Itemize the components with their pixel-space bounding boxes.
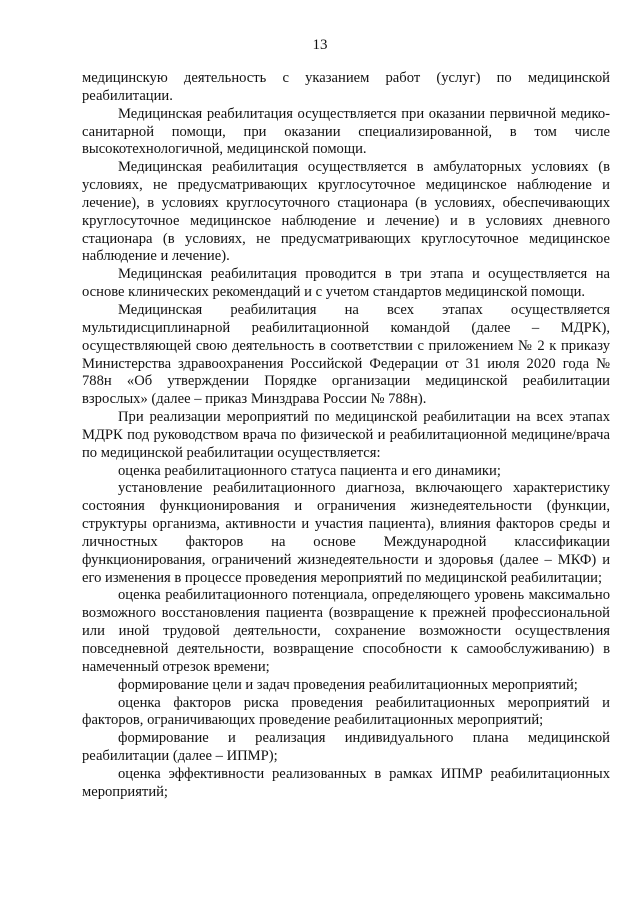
paragraph: Медицинская реабилитация на всех этапах осуществляется мультидисциплинарной реабилитационной командой (далее – МДРК), осуществляющей свою деятельность в соответствии с приложением № 2 к приказу Министерства здравоохранения Российской Федерации от 31 июля 2020 года № 788н «Об утверждении Порядке организации медицинской реабилитации взрослых» (далее – приказ Минздрава России № 788н). (82, 301, 610, 408)
list-item: оценка факторов риска проведения реабилитационных мероприятий и факторов, ограничивающих проведение реабилитационных мероприятий; (82, 694, 610, 729)
document-body (82, 70, 610, 802)
list-item: оценка реабилитационного статуса пациента и его динамики; (118, 462, 501, 479)
list-item: формирование и реализация индивидуального плана медицинской реабилитации (далее – ИПМР); (82, 730, 610, 765)
list-item: оценка эффективности реализованных в рамках ИПМР реабилитационных мероприятий; (82, 765, 610, 800)
list-item: установление реабилитационного диагноза, включающего характеристику состояния функционирования и ограничения жизнедеятельности (функции, структуры организма, активности и участия пациента), влияния факторов среды и личностных факторов на основе Международной классификации функционирования, ограничений жизнедеятельности и здоровья (далее – МКФ) и его изменения в процессе проведения мероприятий по медицинской реабилитации; (82, 480, 610, 586)
paragraph: Медицинская реабилитация осуществляется в амбулаторных условиях (в условиях, не предусматривающих круглосуточное медицинское наблюдение и лечение), в условиях круглосуточного стационара (в условиях, обеспечивающих круглосуточное медицинское наблюдение и лечение) и в условиях дневного стационара (в условиях, не предусматривающих круглосуточное медицинское наблюдение и лечение). (82, 159, 610, 265)
paragraph: Медицинская реабилитация осуществляется при оказании первичной медико-санитарной помощи, при оказании специализированной, в том числе высокотехнологичной, медицинской помощи. (82, 105, 610, 158)
list-item: оценка реабилитационного потенциала, определяющего уровень максимально возможного восстановления пациента (возвращение к прежней профессиональной или иной трудовой деятельности, сохранение возможности осуществления повседневной деятельности, возвращение способности к самообслуживанию) в намеченный отрезок времени; (82, 587, 610, 675)
paragraph: При реализации мероприятий по медицинской реабилитации на всех этапах МДРК под руководством врача по физической и реабилитационной медицине/врача по медицинской реабилитации осуществляется: (82, 409, 610, 461)
paragraph: Медицинская реабилитация проводится в три этапа и осуществляется на основе клинических рекомендаций и с учетом стандартов медицинской помощи. (82, 266, 610, 301)
list-item: формирование цели и задач проведения реабилитационных мероприятий; (118, 676, 578, 693)
paragraph-continuation: медицинскую деятельность с указанием работ (услуг) по медицинской реабилитации. (82, 70, 610, 104)
page-number: 13 (312, 37, 328, 53)
